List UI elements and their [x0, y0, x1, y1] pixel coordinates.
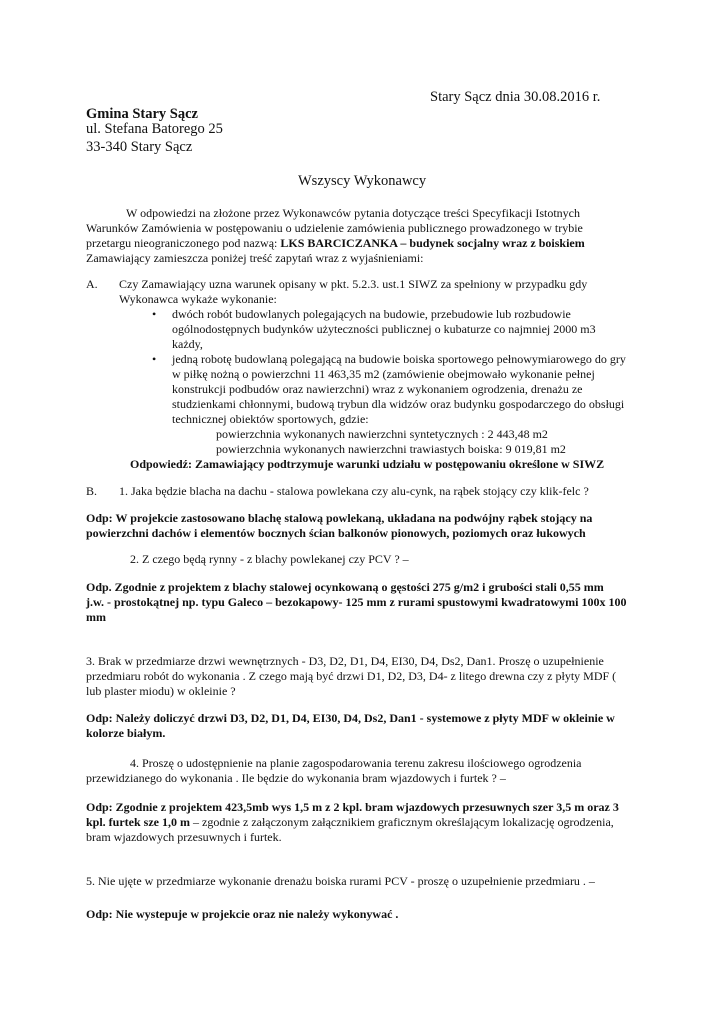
answer-2-line-2: j.w. - prostokątnej np. typu Galeco – bezokapowy- 125 mm z rurami spustowymi kwadratowymi 100x 100 [86, 595, 627, 609]
project-name: LKS BARCICZANKA – budynek socjalny wraz z boiskiem [280, 236, 585, 250]
answer-1-line-1: Odp: W projekcie zastosowano blachę stalową powlekaną, układana na podwójny rąbek stojący na [86, 511, 593, 525]
question-3-line-3: lub plaster miodu) w okleinie ? [86, 684, 236, 698]
answer-4-note: – zgodnie z załączonym załącznikiem graficznym określającym lokalizację ogrodzenia, [190, 815, 614, 829]
question-4-line-2: przewidzianego do wykonania . Ile będzie do wykonania bram wjazdowych i furtek ? – [86, 771, 506, 785]
answer-5: Odp: Nie wystepuje w projekcie oraz nie należy wykonywać . [86, 907, 399, 921]
intro-line-2: Warunków Zamówienia w postępowaniu o udzielenie zamówienia publicznego prowadzonego w trybie [86, 221, 583, 235]
answer-4-line-1: Odp: Zgodnie z projektem 423,5mb wys 1,5 m z 2 kpl. bram wjazdowych przesuwnych szer 3,5 m oraz 3 [86, 800, 619, 814]
answer-4-gates: kpl. furtek sze 1,0 m [86, 815, 190, 829]
answer-2-line-3: mm [86, 610, 106, 624]
question-4-line-1: 4. Proszę o udostępnienie na planie zagospodarowania terenu zakresu ilościowego ogrodzenia [130, 756, 582, 770]
place-date: Stary Sącz dnia 30.08.2016 r. [430, 89, 601, 105]
section-a-marker: A. [86, 277, 98, 291]
question-1: 1. Jaka będzie blacha na dachu - stalowa powlekana czy alu-cynk, na rąbek stojący czy klik-felc ? [119, 484, 589, 498]
bullet-2-line-3: konstrukcji podbudów oraz nawierzchni) wraz z wykonaniem ogrodzenia, drenażu ze [172, 382, 583, 396]
answer-1-line-2: powierzchni dachów i elementów bocznych ścian balkonów pionowych, poziomych oraz łukowych [86, 526, 586, 540]
answer-4-line-3: bram wjazdowych przesuwnych i furtek. [86, 830, 282, 844]
bullet-1-line-3: każdy, [172, 337, 203, 351]
answer-4-line-2 [86, 815, 614, 830]
bullet-1-line-1: dwóch robót budowlanych polegających na budowie, przebudowie lub rozbudowie [172, 307, 571, 321]
intro-line-1: W odpowiedzi na złożone przez Wykonawców pytania dotyczące treści Specyfikacji Istotnych [126, 206, 580, 220]
intro-line-4: Zamawiający zamieszcza poniżej treść zapytań wraz z wyjaśnieniami: [86, 251, 424, 265]
question-3-line-2: przedmiaru robót do wykonania . Z czego mają być drzwi D1, D2, D3, D4- z litego drewna czy z płyty MDF ( [86, 669, 617, 683]
bullet-2-line-5: technicznej obiektów sportowych, gdzie: [172, 412, 369, 426]
intro-line-3 [86, 236, 585, 251]
answer-3-line-1: Odp: Należy doliczyć drzwi D3, D2, D1, D4, EI30, D4, Ds2, Dan1 - systemowe z płyty MDF w okleinie w [86, 711, 615, 725]
bullet-1-line-2: ogólnodostępnych budynków użyteczności publicznej o kubaturze co najmniej 2000 m3 [172, 322, 596, 336]
section-a-line-1: Czy Zamawiający uzna warunek opisany w pkt. 5.2.3. ust.1 SIWZ za spełniony w przypadku gdy [119, 277, 588, 291]
bullet-2-line-1: jedną robotę budowlaną polegającą na budowie boiska sportowego pełnowymiarowego do gry [172, 352, 626, 366]
bullet-icon: • [152, 307, 157, 321]
org-city: 33-340 Stary Sącz [86, 139, 193, 155]
section-a-line-2: Wykonawca wykaże wykonanie: [119, 292, 277, 306]
intro-line-3-text: przetargu nieograniczonego pod nazwą: [86, 236, 281, 250]
answer-a: Odpowiedź: Zamawiający podtrzymuje warunki udziału w postępowaniu określone w SIWZ [130, 457, 605, 471]
page-title: Wszyscy Wykonawcy [298, 173, 427, 189]
answer-3-line-2: kolorze białym. [86, 726, 166, 740]
org-name: Gmina Stary Sącz [86, 106, 198, 122]
surface-grass: powierzchnia wykonanych nawierzchni trawiastych boiska: 9 019,81 m2 [216, 442, 566, 456]
question-2: 2. Z czego będą rynny - z blachy powlekanej czy PCV ? – [130, 552, 409, 566]
bullet-2-line-2: w piłkę nożną o powierzchni 11 463,35 m2 (zamówienie obejmowało wykonanie pełnej [172, 367, 595, 381]
bullet-2-line-4: studzienkami chłonnymi, budową trybun dla widzów oraz budynku gospodarczego do obsługi [172, 397, 625, 411]
bullet-icon: • [152, 352, 157, 366]
question-5: 5. Nie ujęte w przedmiarze wykonanie drenażu boiska rurami PCV - proszę o uzupełnienie przedmiaru . – [86, 874, 595, 888]
org-street: ul. Stefana Batorego 25 [86, 121, 223, 137]
question-3-line-1: 3. Brak w przedmiarze drzwi wewnętrznych - D3, D2, D1, D4, EI30, D4, Ds2, Dan1. Proszę o uzupełnienie [86, 654, 604, 668]
answer-2-line-1: Odp. Zgodnie z projektem z blachy stalowej ocynkowaną o gęstości 275 g/m2 i grubości stali 0,55 mm [86, 580, 604, 594]
surface-synthetic: powierzchnia wykonanych nawierzchni syntetycznych : 2 443,48 m2 [216, 427, 548, 441]
section-b-marker: B. [86, 484, 98, 498]
